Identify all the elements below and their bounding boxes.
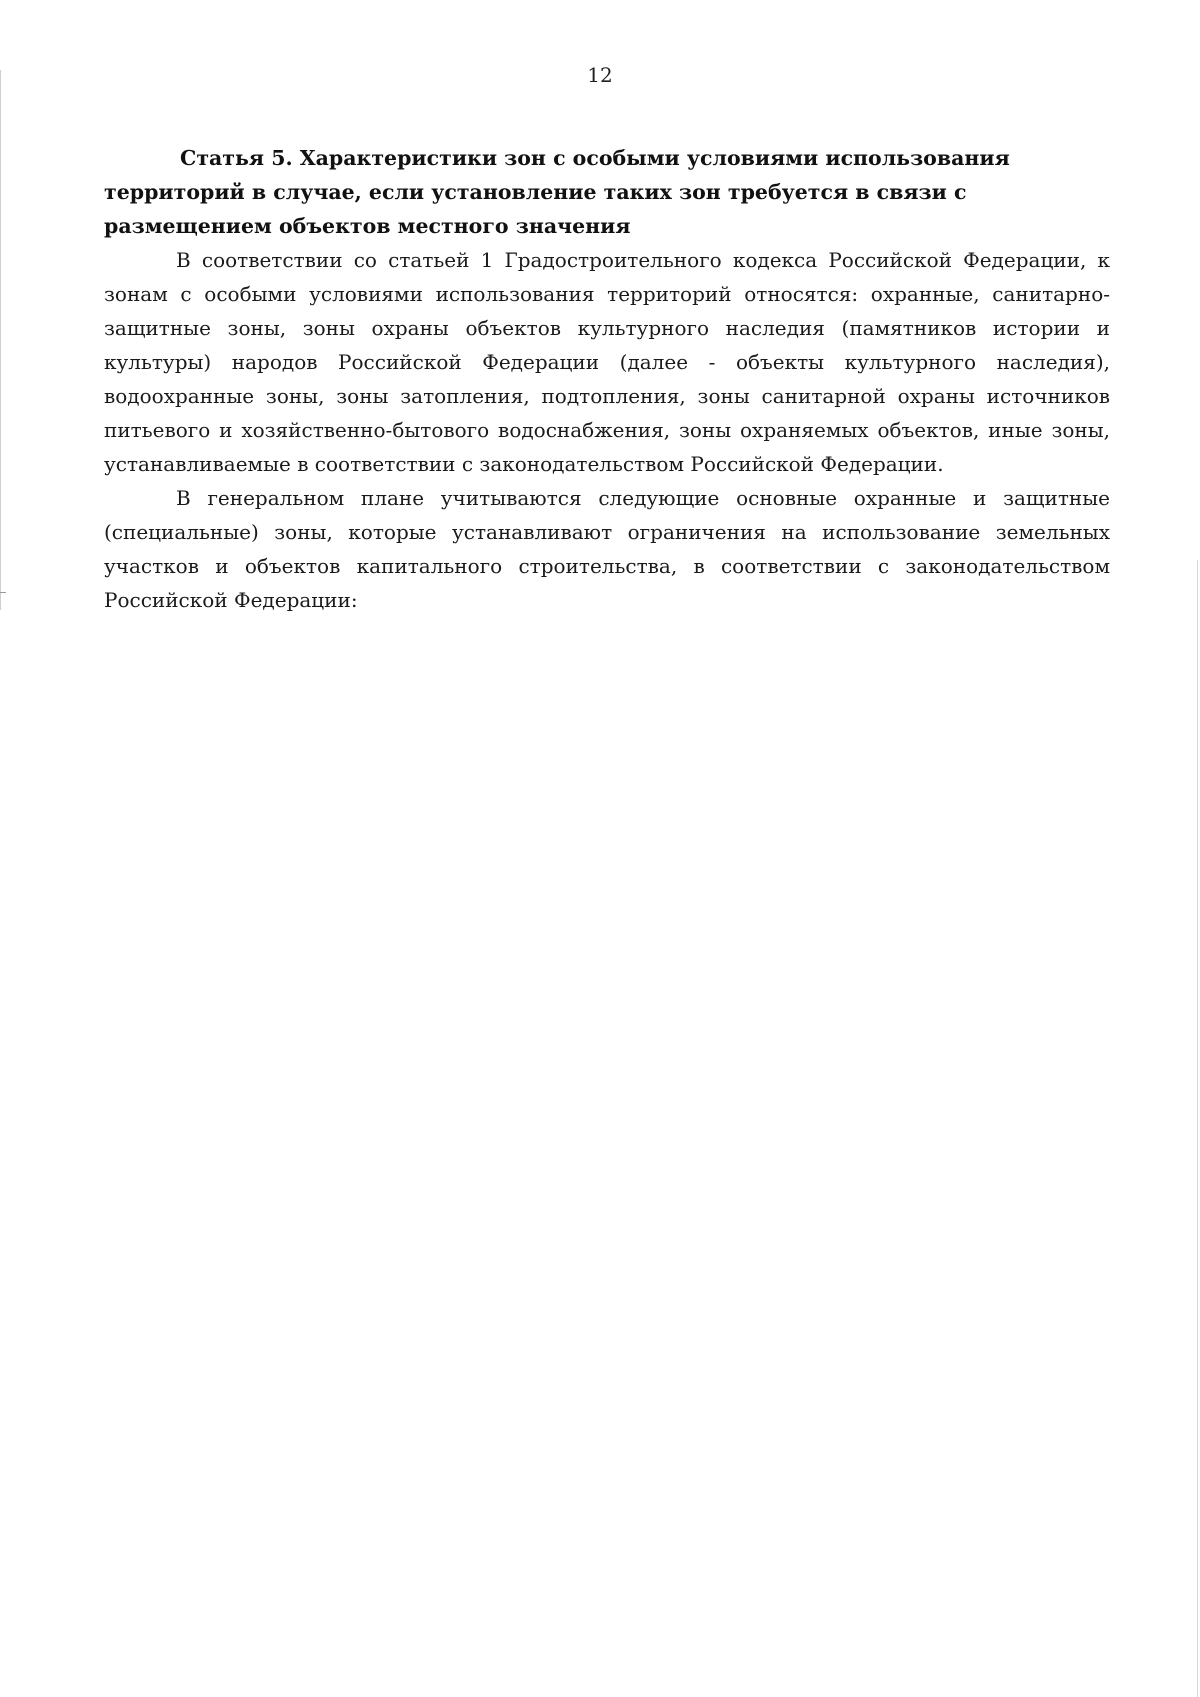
article-paragraph-2: В генеральном плане учитываются следующие основные охранные и защитные (специальные) зоны, которые устанавливают ограничения на использование земельных участков и объектов капитального строительства, в соответствии с законодательством Российской Федерации: — [104, 486, 1110, 612]
page-number: 12 — [587, 63, 613, 87]
article-heading: Статья 5. Характеристики зон с особыми условиями использования территорий в случае, если установление таких зон требуется в связи с размещением объектов местного значения — [104, 146, 1010, 238]
scan-edge-left — [0, 70, 1, 610]
scan-edge-mark — [0, 592, 6, 593]
article-body — [104, 141, 1110, 617]
article-paragraph-1: В соответствии со статьей 1 Градостроительного кодекса Российской Федерации, к зонам с особыми условиями использования территорий относятся: охранные, санитарно-защитные зоны, зоны охраны объектов культурного наследия (памятников истории и культуры) народов Российской Федерации (далее - объекты культурного наследия), водоохранные зоны, зоны затопления, подтопления, зоны санитарной охраны источников питьевого и хозяйственно-бытового водоснабжения, зоны охраняемых объектов, иные зоны, устанавливаемые в соответствии с законодательством Российской Федерации. — [104, 248, 1110, 476]
scan-edge-right — [1197, 560, 1198, 1697]
